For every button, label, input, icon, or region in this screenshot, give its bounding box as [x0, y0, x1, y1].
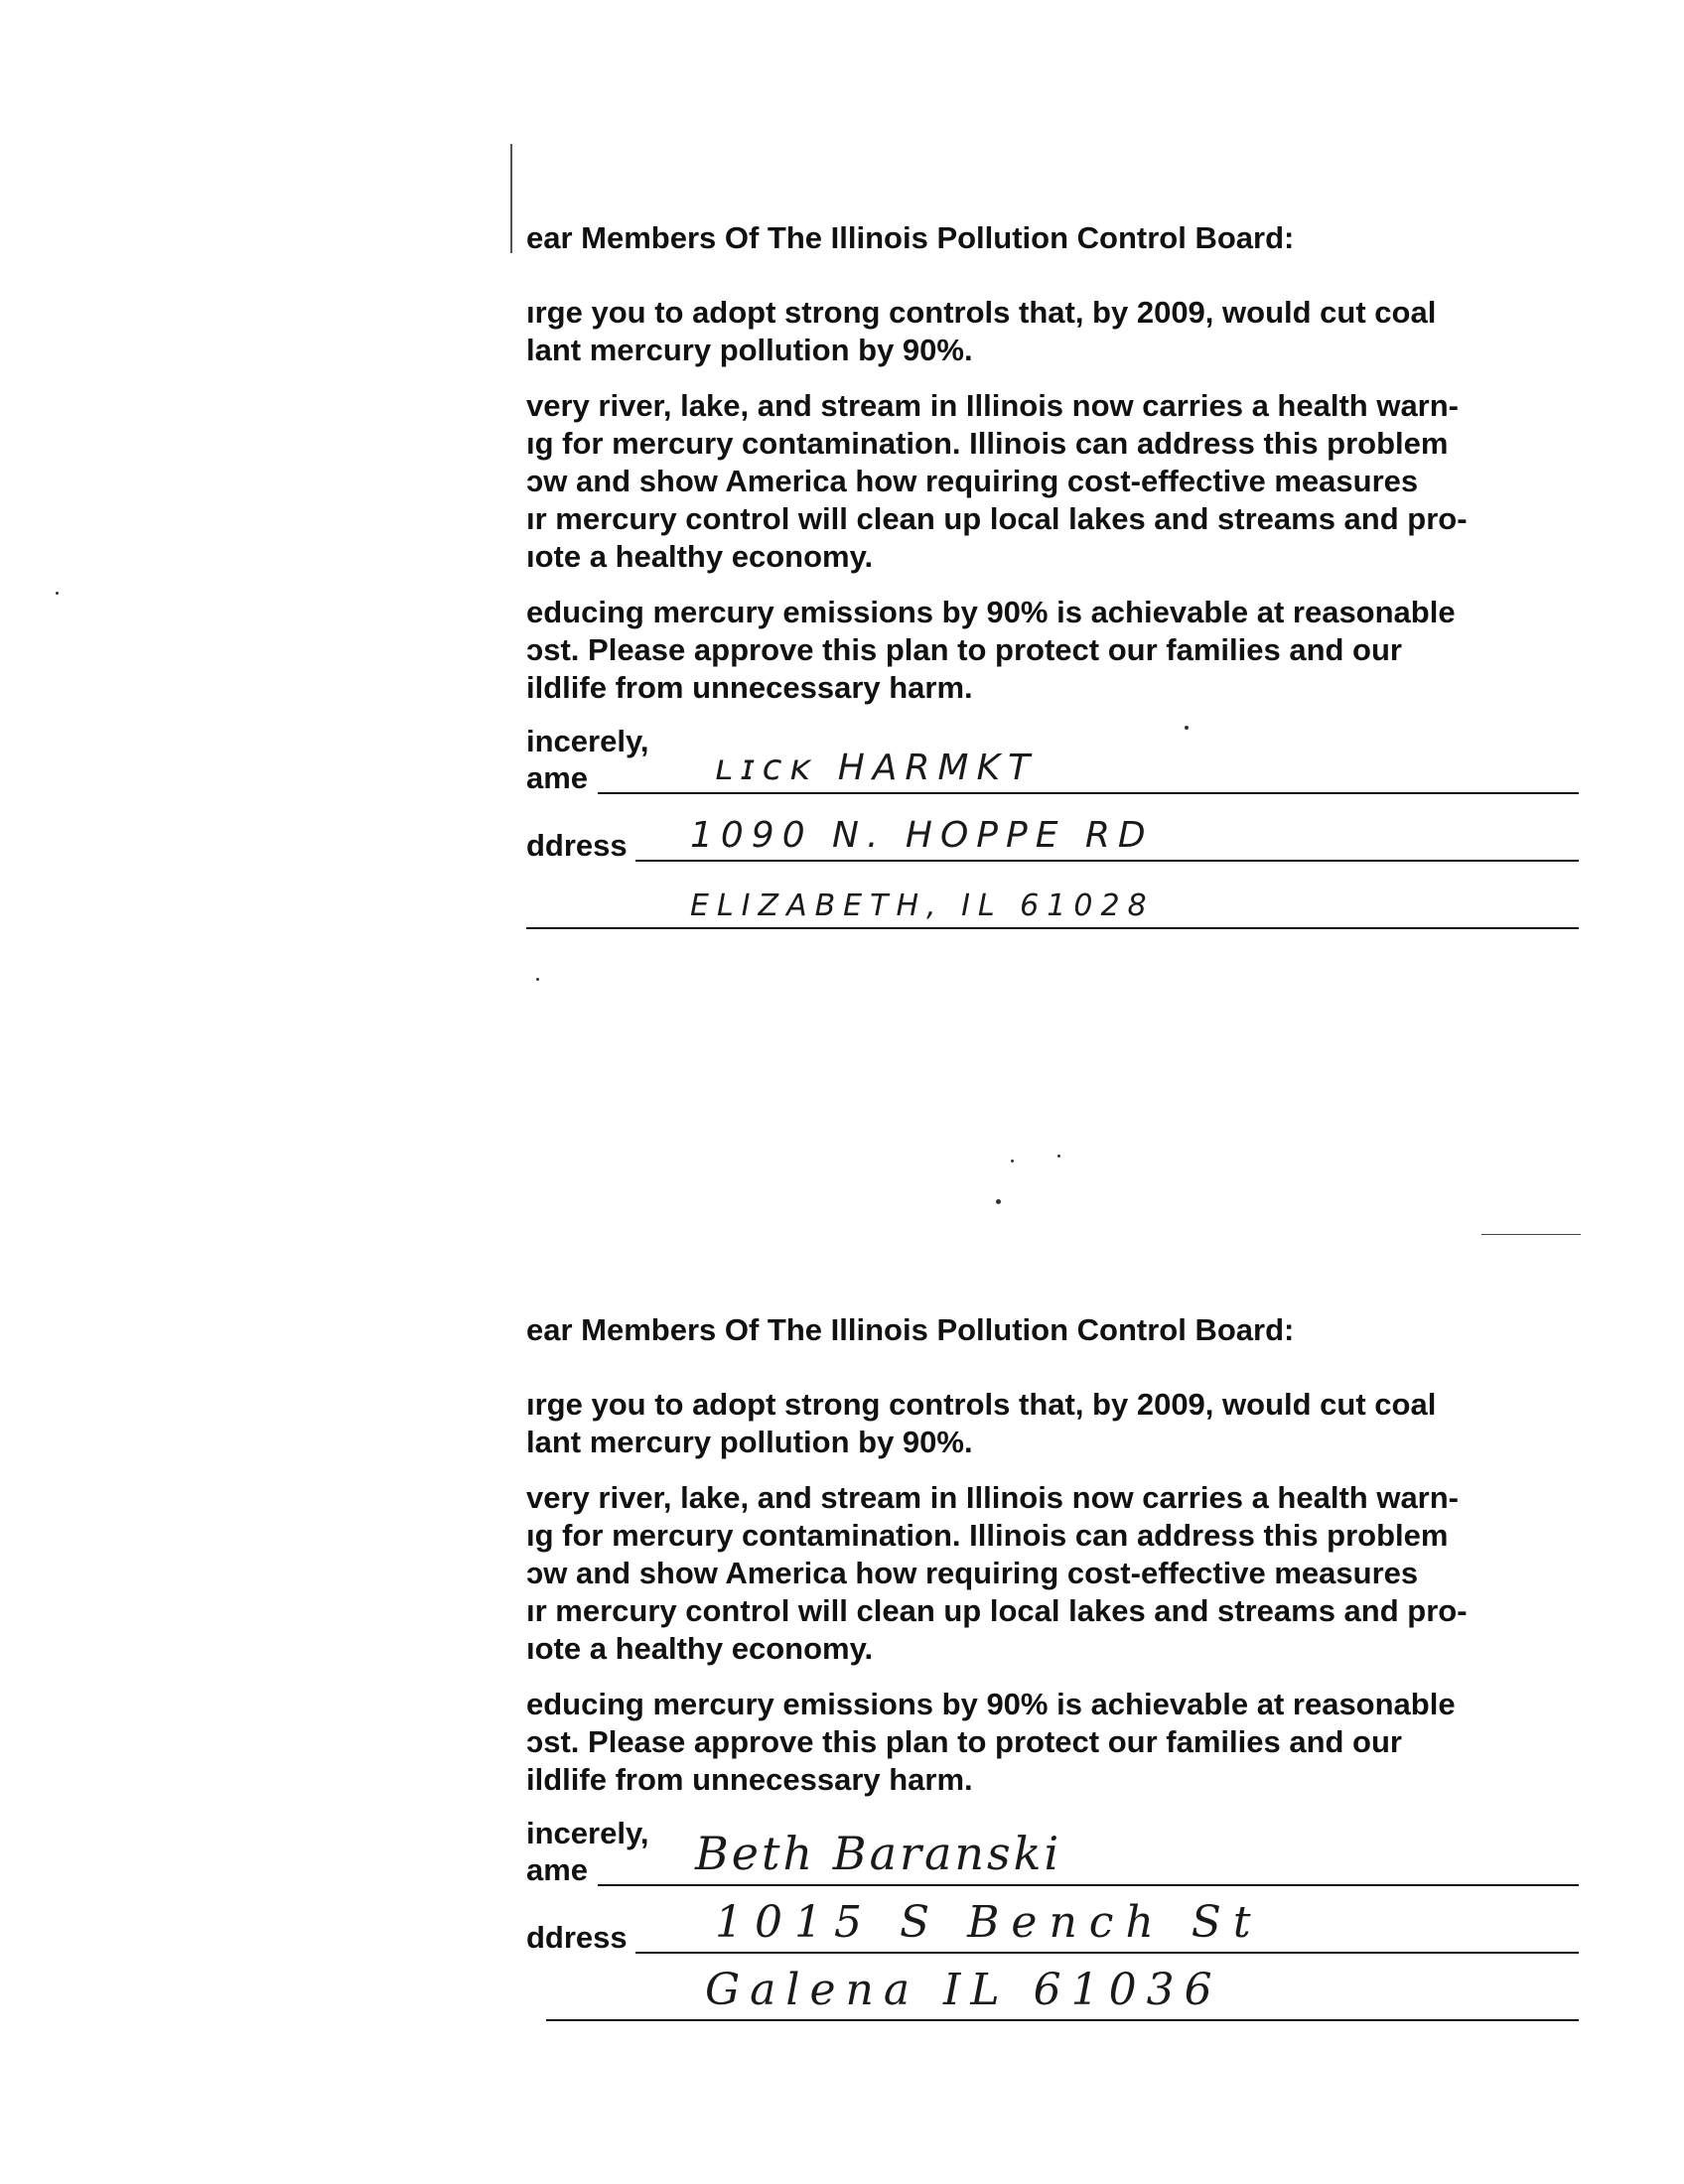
paragraph-2 — [526, 387, 1579, 576]
address-row — [526, 1894, 1579, 1962]
paragraph-line: ɔw and show America how requiring cost-effective measures — [526, 1556, 1419, 1590]
paragraph-line: ıg for mercury contamination. Illinois can address this problem — [526, 426, 1449, 461]
paragraph-line: very river, lake, and stream in Illinois now carries a health warn- — [526, 388, 1460, 423]
paragraph-line: ɔw and show America how requiring cost-effective measures — [526, 464, 1419, 498]
paragraph-line: lant mercury pollution by 90%. — [526, 333, 973, 367]
address-rule-2 — [526, 927, 1579, 929]
letter-2 — [526, 1310, 1579, 2029]
paragraph-line: ırge you to adopt strong controls that, by 2009, would cut coal — [526, 295, 1437, 330]
scan-rule-fragment — [1481, 1234, 1581, 1235]
paragraph-line: educing mercury emissions by 90% is achievable at reasonable — [526, 1687, 1456, 1721]
paragraph-line: lant mercury pollution by 90%. — [526, 1425, 973, 1459]
paragraph-line: ır mercury control will clean up local lakes and streams and pro- — [526, 1593, 1468, 1628]
address-line2-handwritten: Galena IL 61036 — [705, 1965, 1222, 2015]
name-rule — [598, 792, 1579, 794]
letter-1 — [526, 218, 1579, 937]
salutation: ear Members Of The Illinois Pollution Control Board: — [526, 220, 1295, 255]
scan-speck — [56, 592, 59, 595]
paragraph-line: educing mercury emissions by 90% is achievable at reasonable — [526, 595, 1456, 629]
paragraph-line: ırge you to adopt strong controls that, by 2009, would cut coal — [526, 1387, 1437, 1422]
paragraph-line: ɔst. Please approve this plan to protect our families and our — [526, 1724, 1402, 1759]
address-rule — [635, 860, 1579, 862]
name-row — [526, 748, 1579, 802]
paragraph-line: ɔst. Please approve this plan to protect our families and our — [526, 632, 1402, 667]
scan-speck — [1057, 1155, 1060, 1158]
salutation: ear Members Of The Illinois Pollution Control Board: — [526, 1312, 1295, 1347]
scan-speck — [996, 1199, 1001, 1204]
address-line2-handwritten: ELIZABETH, IL 61028 — [690, 888, 1155, 923]
paragraph-line: ıote a healthy economy. — [526, 539, 874, 574]
scan-margin-line — [510, 144, 512, 253]
paragraph-line: ır mercury control will clean up local lakes and streams and pro- — [526, 501, 1468, 536]
paragraph-line: ıote a healthy economy. — [526, 1631, 874, 1666]
closing: incerely, — [526, 724, 649, 758]
closing: incerely, — [526, 1816, 649, 1850]
paragraph-3 — [526, 1686, 1579, 1799]
address-label: ddress — [526, 828, 628, 863]
paragraph-line: very river, lake, and stream in Illinois now carries a health warn- — [526, 1480, 1460, 1515]
paragraph-line: ildlife from unnecessary harm. — [526, 670, 973, 705]
paragraph-1 — [526, 294, 1579, 369]
address-line1-handwritten: 1015 S Bench St — [715, 1897, 1263, 1948]
paragraph-1 — [526, 1386, 1579, 1461]
paragraph-3 — [526, 594, 1579, 707]
address-row-2 — [526, 1962, 1579, 2029]
address-row — [526, 802, 1579, 870]
scan-speck — [536, 978, 539, 981]
address-line1-handwritten: 1090 N. HOPPE RD — [690, 815, 1154, 856]
paragraph-line: ildlife from unnecessary harm. — [526, 1762, 973, 1797]
address-label: ddress — [526, 1920, 628, 1955]
paragraph-line: ıg for mercury contamination. Illinois can address this problem — [526, 1518, 1449, 1553]
name-label: ame — [526, 760, 589, 795]
name-label: ame — [526, 1852, 589, 1887]
scan-speck — [1011, 1160, 1014, 1162]
address-rule — [635, 1952, 1579, 1954]
name-handwritten: Beth Baranski — [695, 1827, 1062, 1880]
name-handwritten: ʟɪᴄᴋ HARMKT — [715, 748, 1039, 788]
address-rule-2 — [546, 2019, 1579, 2021]
address-row-2 — [526, 870, 1579, 937]
paragraph-2 — [526, 1479, 1579, 1668]
name-rule — [598, 1884, 1579, 1886]
